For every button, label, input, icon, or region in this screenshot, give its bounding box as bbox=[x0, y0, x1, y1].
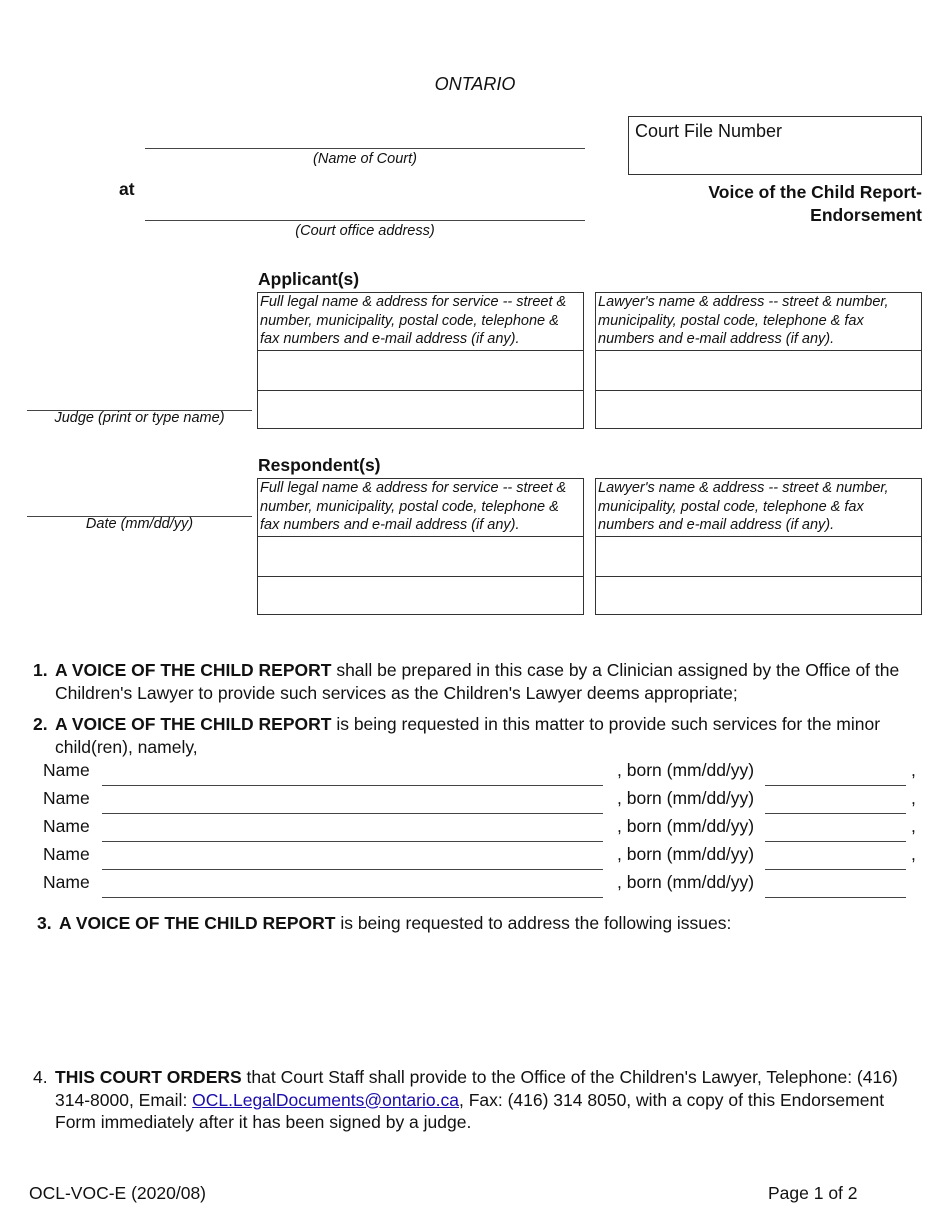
paragraph-4 bbox=[33, 1066, 913, 1134]
page-number: Page 1 of 2 bbox=[768, 1183, 858, 1203]
respondent-lawyer-field-2[interactable] bbox=[595, 576, 922, 615]
child-row-suffix: , bbox=[911, 760, 916, 780]
applicants-heading: Applicant(s) bbox=[258, 269, 360, 289]
paragraph-4-bold: THIS COURT ORDERS bbox=[55, 1067, 242, 1087]
applicant-lawyer-field-2[interactable] bbox=[595, 390, 922, 429]
child-name-label: Name bbox=[43, 872, 90, 892]
paragraph-3-number: 3. bbox=[37, 913, 52, 933]
judge-caption: Judge (print or type name) bbox=[54, 410, 225, 426]
child-row-suffix: , bbox=[911, 788, 916, 808]
child-born-line[interactable] bbox=[765, 897, 906, 898]
paragraph-2-text: is being requested in this matter to provide such services for the minor child(ren), namely, bbox=[55, 714, 881, 757]
child-name-line[interactable] bbox=[102, 785, 603, 786]
child-born-line[interactable] bbox=[765, 785, 906, 786]
paragraph-1-bold: A VOICE OF THE CHILD REPORT bbox=[55, 660, 332, 680]
child-born-line[interactable] bbox=[765, 869, 906, 870]
paragraph-3 bbox=[37, 912, 917, 935]
child-name-line[interactable] bbox=[102, 841, 603, 842]
applicant-info-hint: Full legal name & address for service -- street & number, municipality, postal code, telephone & fax numbers and e-mail address (if any). bbox=[260, 294, 567, 347]
applicant-info-box[interactable] bbox=[257, 292, 584, 351]
respondent-field-1[interactable] bbox=[257, 536, 584, 577]
paragraph-1-number: 1. bbox=[33, 660, 48, 680]
paragraph-3-text: is being requested to address the following issues: bbox=[335, 913, 732, 933]
child-born-label: , born (mm/dd/yy) bbox=[617, 844, 755, 864]
paragraph-2-bold: A VOICE OF THE CHILD REPORT bbox=[55, 714, 332, 734]
child-born-line[interactable] bbox=[765, 841, 906, 842]
form-title-line2: Endorsement bbox=[810, 204, 922, 225]
respondent-info-hint: Full legal name & address for service -- street & number, municipality, postal code, telephone & fax numbers and e-mail address (if any). bbox=[260, 480, 567, 533]
respondent-field-2[interactable] bbox=[257, 576, 584, 615]
child-name-label: Name bbox=[43, 816, 90, 836]
form-title bbox=[708, 181, 922, 226]
child-born-label: , born (mm/dd/yy) bbox=[617, 788, 755, 808]
child-born-label: , born (mm/dd/yy) bbox=[617, 872, 755, 892]
ocl-email-link[interactable]: OCL.LegalDocuments@ontario.ca bbox=[192, 1089, 459, 1110]
applicant-field-1[interactable] bbox=[257, 350, 584, 391]
child-name-label: Name bbox=[43, 788, 90, 808]
form-code: OCL-VOC-E (2020/08) bbox=[29, 1183, 207, 1203]
child-name-line[interactable] bbox=[102, 897, 603, 898]
paragraph-4-text-b: , Fax: (416) 314 8050, with a copy of this Endorsement Form immediately after it has been signed by a judge. bbox=[55, 1089, 885, 1132]
paragraph-1 bbox=[33, 659, 913, 704]
form-title-line1: Voice of the Child Report- bbox=[708, 182, 922, 202]
court-file-number-box[interactable] bbox=[628, 116, 922, 175]
court-office-address-caption: (Court office address) bbox=[295, 223, 435, 239]
child-born-label: , born (mm/dd/yy) bbox=[617, 760, 755, 780]
court-office-address-line[interactable] bbox=[145, 220, 585, 221]
applicant-lawyer-box[interactable] bbox=[595, 292, 922, 351]
child-born-line[interactable] bbox=[765, 813, 906, 814]
name-of-court-caption: (Name of Court) bbox=[313, 151, 417, 167]
paragraph-4-text-a: that Court Staff shall provide to the Office of the Children's Lawyer, Telephone: (416) 314-8000, Email: bbox=[55, 1067, 898, 1110]
paragraph-3-bold: A VOICE OF THE CHILD REPORT bbox=[59, 913, 336, 933]
paragraph-2-number: 2. bbox=[33, 714, 48, 734]
at-label: at bbox=[119, 179, 135, 199]
paragraph-1-text: shall be prepared in this case by a Clinician assigned by the Office of the Children's Lawyer to provide such services as the Children's Lawyer deems appropriate; bbox=[55, 660, 900, 703]
child-row-suffix: , bbox=[911, 844, 916, 864]
child-name-line[interactable] bbox=[102, 869, 603, 870]
respondent-lawyer-box[interactable] bbox=[595, 478, 922, 537]
respondent-lawyer-field-1[interactable] bbox=[595, 536, 922, 577]
paragraph-4-number: 4. bbox=[33, 1067, 48, 1087]
child-name-line[interactable] bbox=[102, 813, 603, 814]
paragraph-2 bbox=[33, 713, 913, 758]
child-born-label: , born (mm/dd/yy) bbox=[617, 816, 755, 836]
date-caption: Date (mm/dd/yy) bbox=[85, 516, 194, 532]
issues-input-area[interactable] bbox=[55, 940, 915, 1055]
child-name-label: Name bbox=[43, 760, 90, 780]
child-name-label: Name bbox=[43, 844, 90, 864]
respondent-info-box[interactable] bbox=[257, 478, 584, 537]
applicant-lawyer-field-1[interactable] bbox=[595, 350, 922, 391]
respondent-lawyer-hint: Lawyer's name & address -- street & number, municipality, postal code, telephone & fax numbers and e-mail address (if any). bbox=[598, 480, 889, 533]
respondents-heading: Respondent(s) bbox=[258, 455, 381, 475]
court-file-number-label: Court File Number bbox=[635, 121, 783, 141]
jurisdiction-title: ONTARIO bbox=[434, 74, 516, 94]
child-row-suffix: , bbox=[911, 816, 916, 836]
applicant-field-2[interactable] bbox=[257, 390, 584, 429]
applicant-lawyer-hint: Lawyer's name & address -- street & number, municipality, postal code, telephone & fax numbers and e-mail address (if any). bbox=[598, 294, 889, 347]
name-of-court-line[interactable] bbox=[145, 148, 585, 149]
